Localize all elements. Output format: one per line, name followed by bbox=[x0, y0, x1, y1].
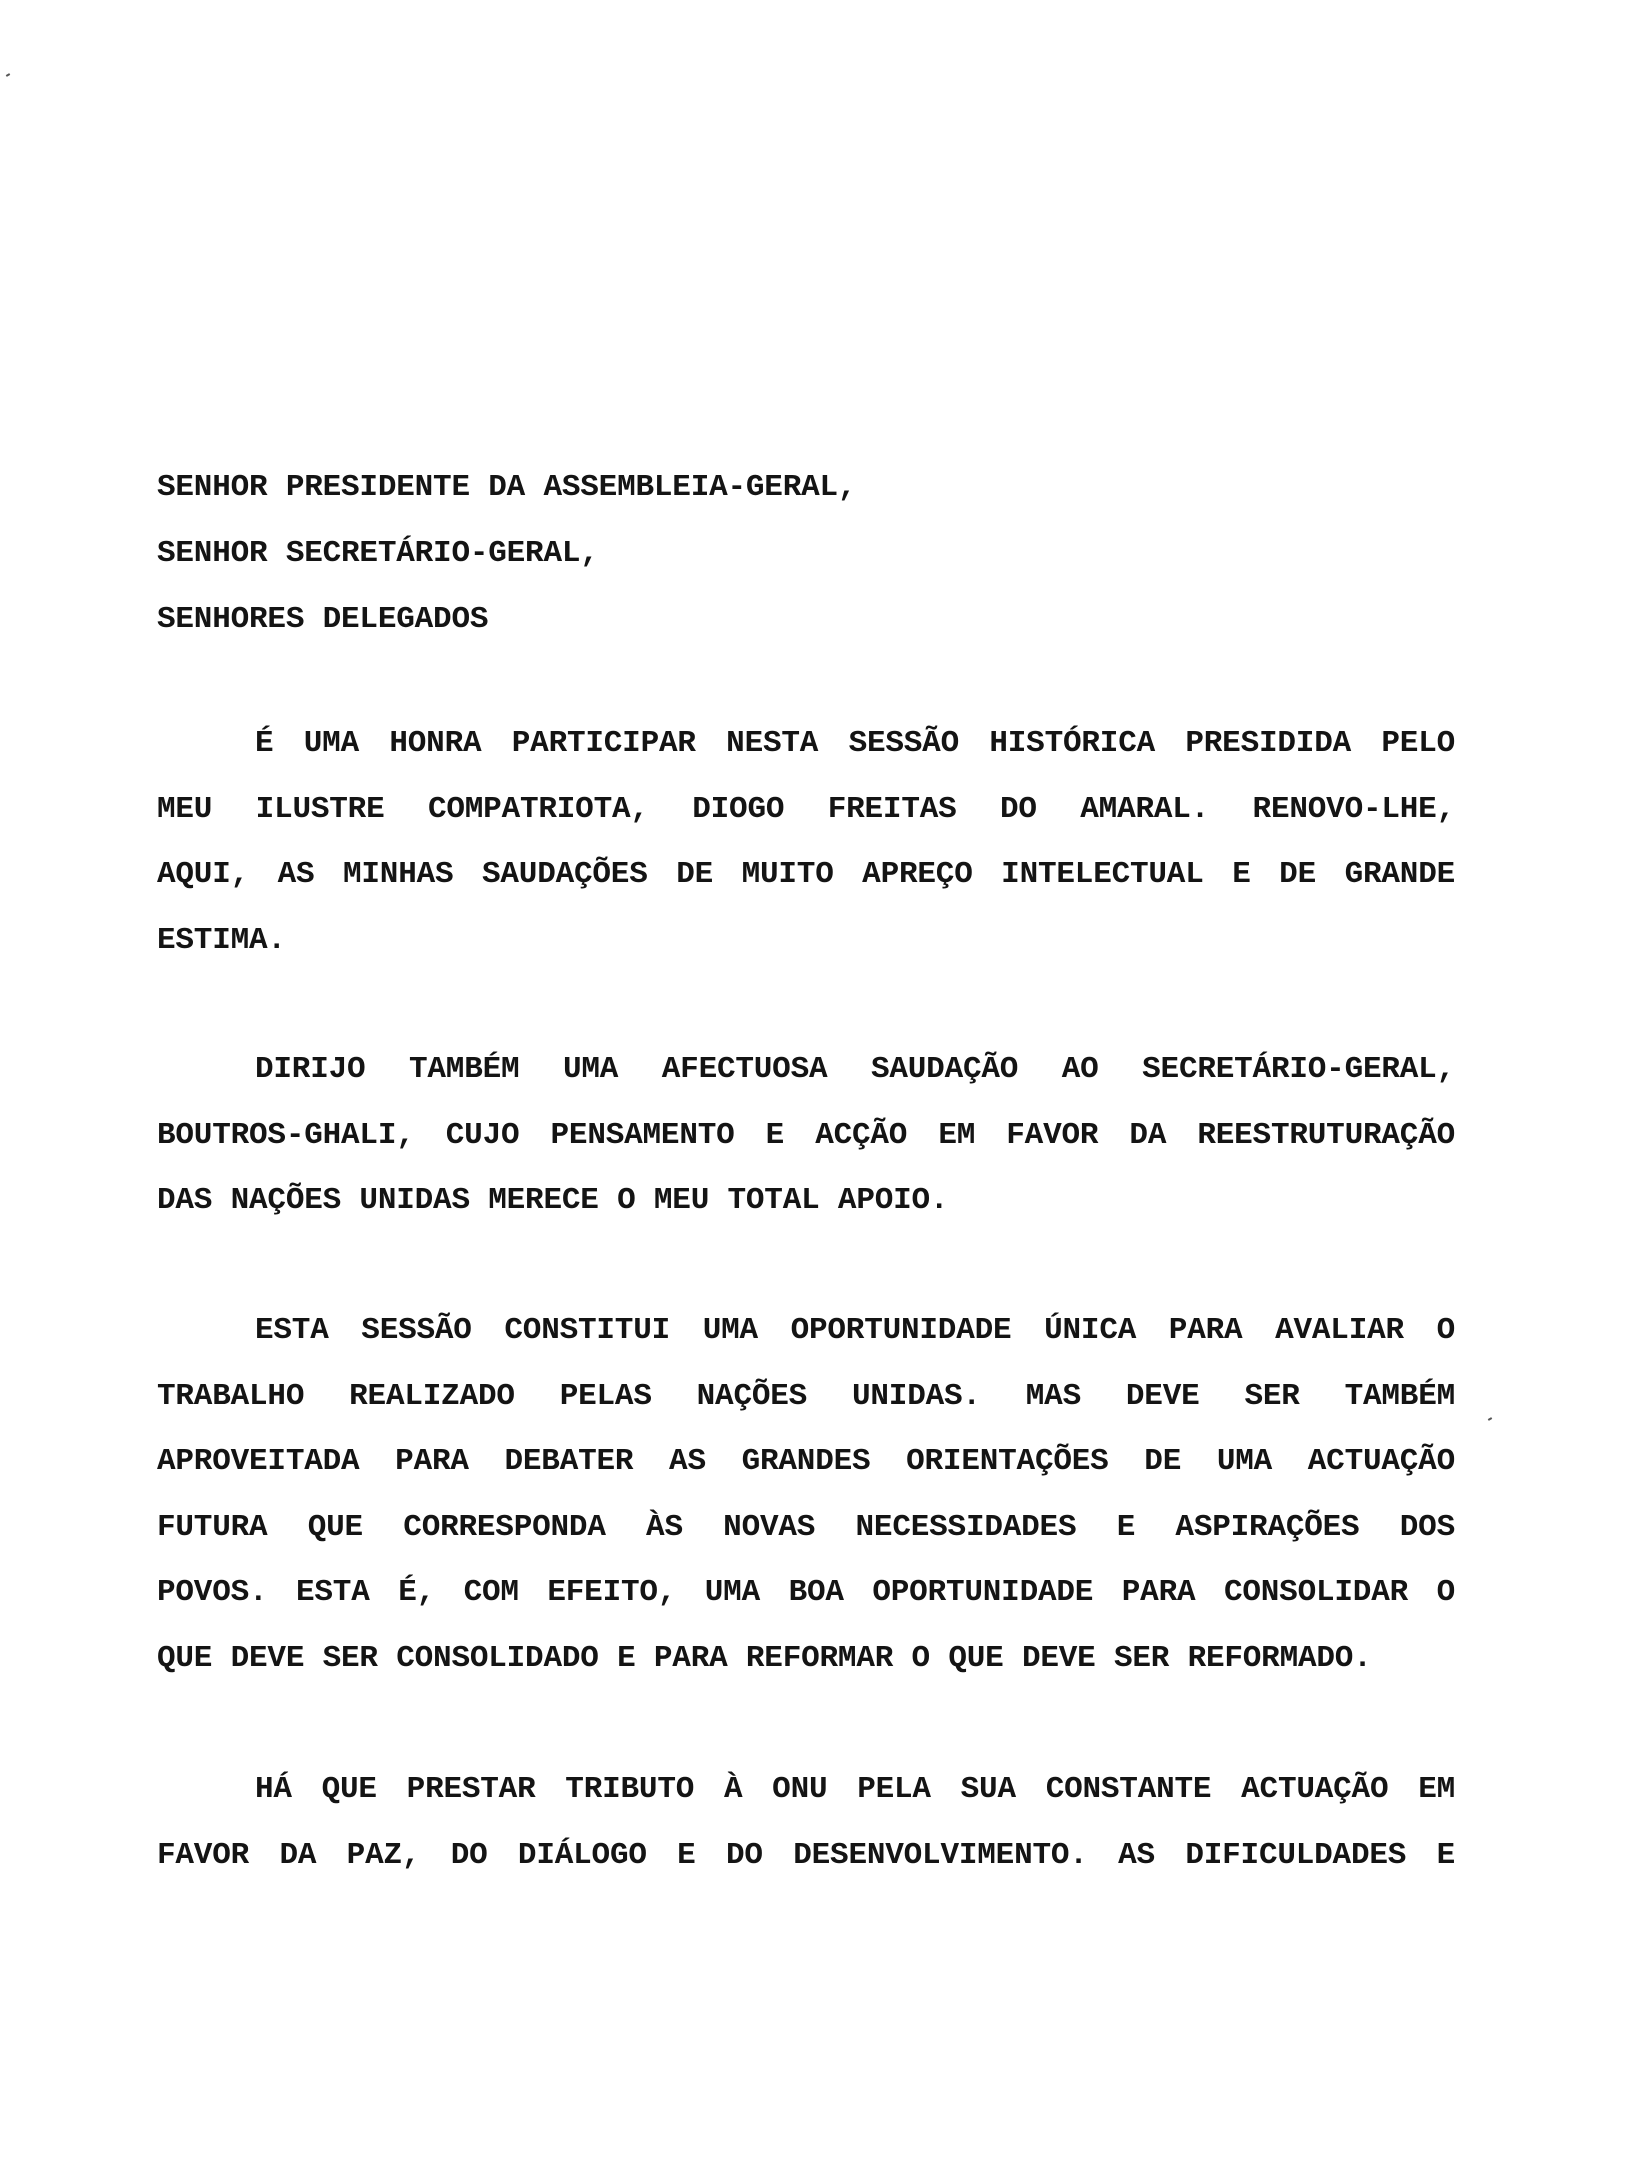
paragraph-line: É UMA HONRA PARTICIPAR NESTA SESSÃO HISTÓRICA PRESIDIDA PELO bbox=[255, 726, 1455, 761]
salutation-block bbox=[157, 455, 1457, 653]
paragraph-line: APROVEITADA PARA DEBATER AS GRANDES ORIENTAÇÕES DE UMA ACTUAÇÃO bbox=[157, 1444, 1455, 1479]
paragraph-line: ESTA SESSÃO CONSTITUI UMA OPORTUNIDADE ÚNICA PARA AVALIAR O bbox=[255, 1313, 1455, 1348]
paragraph-line: MEU ILUSTRE COMPATRIOTA, DIOGO FREITAS DO AMARAL. RENOVO-LHE, bbox=[157, 791, 1455, 827]
scan-speck bbox=[6, 73, 10, 77]
paragraph-3 bbox=[157, 1298, 1455, 1691]
paragraph-line: AQUI, AS MINHAS SAUDAÇÕES DE MUITO APREÇO INTELECTUAL E DE GRANDE bbox=[157, 857, 1455, 892]
paragraph-2 bbox=[157, 1037, 1455, 1234]
paragraph-line: QUE DEVE SER CONSOLIDADO E PARA REFORMAR O QUE DEVE SER REFORMADO. bbox=[157, 1640, 1372, 1676]
salutation-line: SENHOR SECRETÁRIO-GERAL, bbox=[157, 536, 599, 571]
paragraph-line: HÁ QUE PRESTAR TRIBUTO À ONU PELA SUA CONSTANTE ACTUAÇÃO EM bbox=[255, 1772, 1455, 1807]
paragraph-line: DIRIJO TAMBÉM UMA AFECTUOSA SAUDAÇÃO AO SECRETÁRIO-GERAL, bbox=[255, 1052, 1455, 1087]
paragraph-line: DAS NAÇÕES UNIDAS MERECE O MEU TOTAL APOIO. bbox=[157, 1183, 949, 1218]
paragraph-line: TRABALHO REALIZADO PELAS NAÇÕES UNIDAS. MAS DEVE SER TAMBÉM bbox=[157, 1378, 1455, 1414]
salutation-line: SENHORES DELEGADOS bbox=[157, 602, 489, 637]
salutation-line: SENHOR PRESIDENTE DA ASSEMBLEIA-GERAL, bbox=[157, 470, 857, 505]
paragraph-1 bbox=[157, 711, 1455, 973]
paragraph-line: POVOS. ESTA É, COM EFEITO, UMA BOA OPORTUNIDADE PARA CONSOLIDAR O bbox=[157, 1575, 1455, 1610]
paragraph-line: FUTURA QUE CORRESPONDA ÀS NOVAS NECESSIDADES E ASPIRAÇÕES DOS bbox=[157, 1509, 1455, 1545]
paragraph-line: BOUTROS-GHALI, CUJO PENSAMENTO E ACÇÃO EM FAVOR DA REESTRUTURAÇÃO bbox=[157, 1117, 1455, 1153]
paragraph-4 bbox=[157, 1757, 1455, 1888]
paragraph-line: ESTIMA. bbox=[157, 922, 286, 958]
scan-speck bbox=[1488, 1417, 1492, 1421]
paragraph-line: FAVOR DA PAZ, DO DIÁLOGO E DO DESENVOLVIMENTO. AS DIFICULDADES E bbox=[157, 1837, 1455, 1873]
